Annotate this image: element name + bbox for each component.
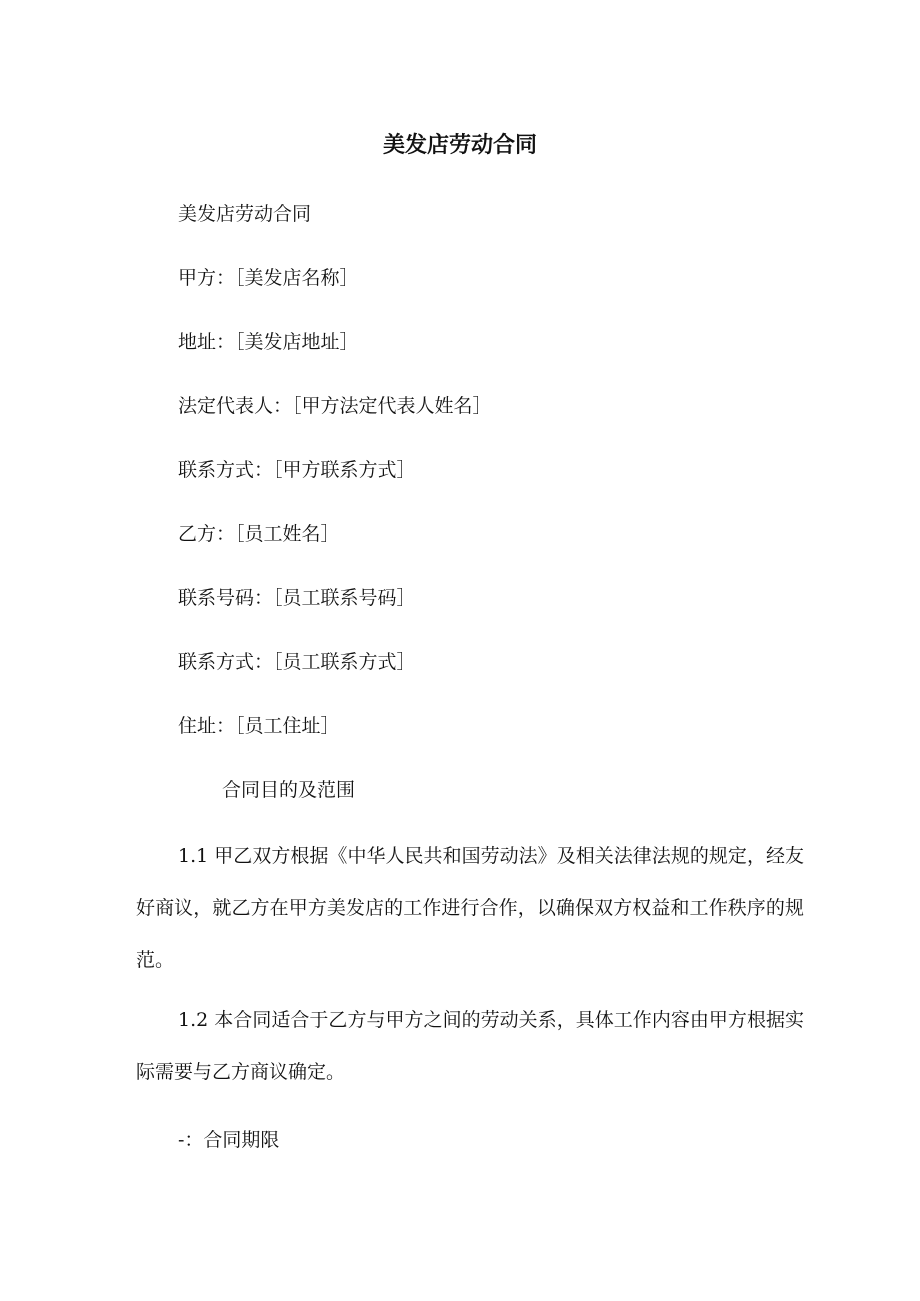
party-a-contact: 联系方式：［甲方联系方式］ xyxy=(178,459,416,481)
party-a-legal-representative: 法定代表人：［甲方法定代表人姓名］ xyxy=(178,395,492,417)
section-heading-purpose: 合同目的及范围 xyxy=(222,779,356,801)
party-b-address: 住址：［员工住址］ xyxy=(178,715,340,737)
clause-1-1: 1.1 甲乙双方根据《中华人民共和国劳动法》及相关法律法规的规定，经友好商议，就乙方在甲方美发店的工作进行合作，以确保双方权益和工作秩序的规范。 xyxy=(136,845,804,971)
document-title: 美发店劳动合同 xyxy=(382,133,537,158)
party-b-contact: 联系方式：［员工联系方式］ xyxy=(178,651,416,673)
clause-1-2: 1.2 本合同适合于乙方与甲方之间的劳动关系，具体工作内容由甲方根据实际需要与乙方商议确定。 xyxy=(136,1009,804,1083)
document-subtitle: 美发店劳动合同 xyxy=(178,203,312,225)
party-b-name: 乙方：［员工姓名］ xyxy=(178,523,340,545)
party-a-name: 甲方：［美发店名称］ xyxy=(178,267,359,289)
party-a-address: 地址：［美发店地址］ xyxy=(178,331,359,353)
party-b-phone: 联系号码：［员工联系号码］ xyxy=(178,587,416,609)
section-heading-term: -：合同期限 xyxy=(178,1129,280,1151)
